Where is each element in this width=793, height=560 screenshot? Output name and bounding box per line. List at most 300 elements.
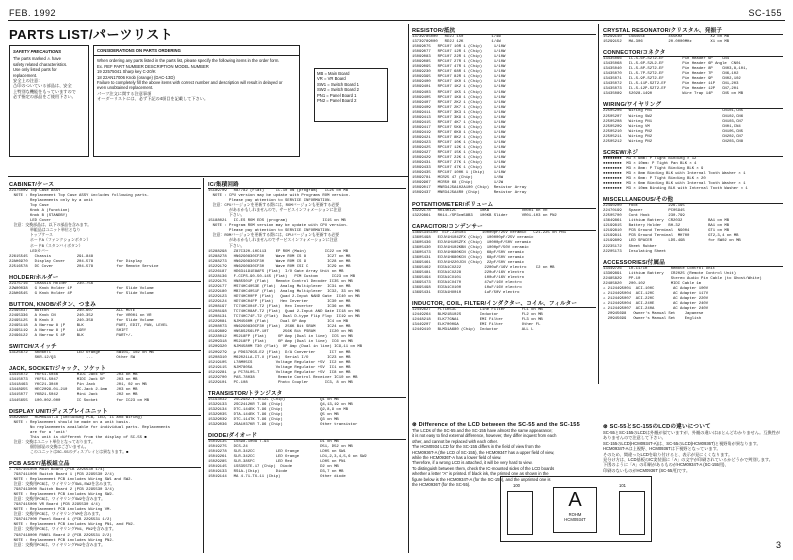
part-row: 15099400 RPC107 1K0 1 (Chip) 1/10W (412, 80, 506, 85)
text-line: 上特別な機能をもっていますので (13, 88, 76, 94)
lcd-letter-a: A (568, 489, 582, 511)
part-row: 15099423 RPC107 10K 1 (Chip) 1/10W (412, 140, 506, 145)
part-row: NOTE : Replacement PCB includes Wiring VM. (9, 508, 112, 513)
section-heading: JACK, SOCKET/ジャック、ソケット (9, 364, 201, 373)
text-line: パーツ注文に関する注意事項 (97, 90, 152, 96)
text-line: figure below is the HCM0934T-A (for the SC-155), and the unprinted one is (412, 476, 551, 482)
part-row: 15099781 MCR25 47 (Chip) 1/8W (412, 176, 504, 181)
part-row: 13695473 ECEA1CU470 47uF/16V electro (412, 281, 522, 286)
part-row: 7987418000 PANEL Board 2 (PCB 2295531 2/2) (9, 533, 112, 538)
part-row: 13435072 IL-S-11P-S2T2-EF Pin Header 11P CN1,203 (603, 82, 739, 87)
part-row: ホードA（ファンクションボタン） (9, 239, 91, 244)
part-row: 15099409 RPC107 2K7 1 (Chip) 1/10W (412, 105, 506, 110)
part-row: 15329134 DTC-144EK T-96 (Chip) Q2,8,9 on MB (208, 407, 349, 412)
part-row: 22485820 200-102 MIDI Cable 1m (603, 281, 702, 286)
part-row: 12449627 PLT1R53C Line Filter FL1 on MB (412, 308, 543, 313)
part-row: 15208198 TC74HC08AF-T2 (Flat) Quad 2-Input AND Gate IC18 on MB (208, 310, 360, 315)
page-title: PARTS LIST/パーツリスト (9, 27, 174, 42)
text-line: even unobtained replacement. (97, 85, 154, 91)
safety-heading: SAFETY PRECAUTIONS (13, 49, 62, 54)
board-legend (314, 68, 388, 122)
part-row: 15208310 M62021LA-IT-U (Flat) Serial I/O IC23 on MB (208, 355, 351, 360)
text-line: SC-55とSC-155のLCDは外観が似ていますが、外観の違いはほとんどわかりません。互換性がありませんので注意して下さい。 (603, 430, 781, 441)
text-line: HCM0936T-A (the LCD of SC-155), the HCM0934T has a upper field of view, (412, 449, 555, 455)
part-row: ⚠ 2124495004 ACI-240E AC Adapter 240V (603, 301, 709, 306)
text-line: HCM0934T-Aは上視野、HCM0936Tは下視野となっています。 (603, 446, 721, 452)
section-heading: DIODE/ダイオード (208, 431, 406, 440)
part-row: 15019133 RS1A-(Chip) Diode D3,7 on MB (208, 470, 344, 475)
part-row: 22505700 Cont Hook 230-799 (603, 214, 685, 219)
header-model: SC-155 (748, 8, 782, 18)
part-row: 15099421 RPC107 8K2 1 (Chip) 1/10W (412, 135, 506, 140)
part-row: 13418463 YKC21-3040 Pin Jack J01, 02 on MB (9, 383, 147, 388)
part-row: 22505206 Wiring PN1 CN101,CN5 (603, 109, 744, 114)
text-line: Use only listed parts for (13, 67, 57, 73)
part-row: ●●●●●●●● M3 × 10mm: P Tight Pan BLK × 4 (603, 161, 697, 166)
part-row: ●●●●●●●● M3 × 8mm Binding BLK with Internal Tooth Washer × 1 (603, 171, 746, 176)
part-row: 15099433 RPC107 47K 1 (Chip) 1/10W (412, 166, 506, 171)
part-row: 15299140 CSB455E 455KHz X2 on MB (603, 35, 730, 39)
part-row: 15299152 MA-306 20.0000MHz X1 on MB (603, 40, 730, 45)
part-row: 15019135 1SS98-100A T-93 D1 on MB (208, 440, 339, 445)
considerations-text (94, 56, 299, 103)
part-row: 22375716 CHASSIS Holder 230-756 (9, 281, 94, 286)
part-row: 注意：交換用PCBは、ワイヤリングSW2を含みます。 (9, 498, 105, 503)
text-line: Therefore, if a wrong LCD is attached, it will be very hard to view. (412, 460, 533, 466)
part-row: 15329039 DTC-114TK T-96 (Chip) Q3 on MB (208, 418, 339, 423)
part-row: 15229175 HN85S01P (Flat) Remote Control Decoder IC35 on MB (208, 279, 353, 284)
part-row: 15099230 RPC107 68R 1 (Chip) 1/10W (412, 70, 506, 75)
part-row: 15099417 RPC107 5K6 1 (Chip) 1/10W (412, 125, 506, 130)
part-row: NOTE : Replacement PCB includes Wiring PN2. (9, 538, 115, 543)
part-row: 13415077 YKB21-5042 Mini Jack J02 on MB (9, 393, 138, 398)
column-divider-3 (598, 24, 599, 384)
parts-column-4 (603, 26, 783, 322)
part-row: 注意：交換はユニット単位となっております。 (9, 440, 95, 445)
part-row: 13229178 RK14K12C 10KB VR001 on VR (412, 208, 548, 213)
part-row: 15288298 Z87C320-10C113 EP ROM (Main) IC22 on MB (208, 249, 349, 254)
part-row: 15099967 MCR50 68 (Chip) 1/2W (412, 181, 504, 186)
part-row: 15208073 HN62G0830CF30 (Flat) 256K Bit SRAM IC24 on MB (208, 325, 351, 330)
section-heading: CONNECTOR/コネクタ (603, 48, 783, 57)
text-line: SW2 = Switch Board 2 (317, 87, 360, 93)
part-row: LEDカバー (9, 249, 49, 254)
parts-column-2 (208, 180, 406, 480)
part-row: 15099415 RPC107 4K7 1 (Chip) 1/10W (412, 120, 506, 125)
part-row: このユニットはSC-55のディスプレイとは異なります。■ (9, 450, 129, 455)
part-row: 15229180 MB74HC4051F (Flat) Analog Multiplexer IC32, 33 on MB (208, 289, 360, 294)
part-row: トップケース (9, 234, 53, 239)
lcd-chip-model: HCM0934T (564, 517, 586, 523)
part-row: 15288278 HN62G0830CF30 Wave ROM CS 8 IC27 on MB (208, 254, 351, 259)
part-row: 下さい。 (208, 244, 245, 249)
section-heading: SCREW/ネジ (603, 148, 783, 157)
part-row: NOTE : Replacement PCB includes Wiring SW1 and SW2. (9, 478, 133, 483)
part-row: 15019261 SLR-342CC LED Orange LD1,2,3,4,5,6 on SW2 (208, 455, 367, 460)
part-row: 22205173 Insulating Sheet (603, 249, 667, 254)
part-row: 22495037 Button 240-607 ALL MUTE (9, 308, 136, 313)
lcd-board-figure (500, 476, 652, 542)
part-row: Please pay attention to SERVICE INFORMATION. (208, 199, 332, 204)
part-row: 13449207 ELK7000GA EMI Filter Other FL (412, 323, 541, 328)
safety-text (10, 55, 88, 100)
section-heading: IC/集積回路 (208, 180, 406, 189)
part-row: 7987413000 Switch Board 2 (PCB 2295530 3/4) (9, 488, 115, 493)
part-row: 22470199 Spacer PC05945 (603, 209, 685, 214)
part-row: LED Cover (9, 219, 52, 224)
part-row: 15229179 HN62G0830CF30 Wave ROM CSI C IC29 on MB (208, 264, 351, 269)
part-row: 22505208 Wiring PN1 CN103,CN7 (603, 119, 744, 124)
part-row: 13415072 YKF51-5046 MIDI Jack 5P J03 on MB (9, 373, 138, 378)
part-row: ●●●●●●●● M3 × 6mm Binding BLK with Internal Tooth Washer × 1 (603, 182, 746, 187)
part-row: 15099095 RPC107 47R 1 (Chip) 1/10W (412, 65, 506, 70)
part-row: 22AH6545 G Knob Holder 4P for Slide Volume (9, 291, 154, 296)
part-row: ●●●●●●●● M3 × 6mm: P Tight Binding BLK × 20 (603, 176, 706, 181)
text-line: To distinguish between them, check the IC-mounted sides of the LCD boards (412, 465, 555, 471)
part-row: 15219115 NJM7805A Voltage Regulator +5V IC1 on MB (208, 365, 351, 370)
section-heading: RESISTOR/抵抗 (412, 26, 596, 35)
part-row: ⚠ 2124495001 ACI-100C AC Adapter 100V (603, 286, 709, 291)
part-row: 15188021 IC-ES ROM EDS (program) IC15 on MB (208, 219, 346, 224)
part-row: 13695431 ECEA1HU010 1uF/50V electro (412, 291, 520, 296)
part-row: 22505209 Wiring VM CN01,CN4 (603, 124, 741, 129)
difference-jp-text (603, 430, 783, 473)
part-row: 22505207 Wiring SW2 CN102,CN6 (603, 114, 744, 119)
part-row: 22505211 Wiring PN2 CN202,CN7 (603, 134, 744, 139)
text-line: while the HCM0936T-A has a lower field of view. (412, 455, 502, 461)
part-row: 注意：交換用PCBは、ワイヤリングVMを含みます。 (9, 513, 103, 518)
part-row: NOTE : Replacement should be made on a unit basis. (9, 420, 131, 425)
part-row: 13605430 ECUV1H102KBN (Chip) 1000pF/50V ceramic (412, 245, 529, 250)
part-row: 13435066 IL-S-6P-S2T2-EF Pin Header 6P CN4 (603, 57, 730, 62)
part-row: 15099403 RPC107 1K5 1 (Chip) 1/10W (412, 90, 506, 95)
part-row: 20945699 Owner's Manual Set English (603, 317, 702, 322)
part-row: 15099413 RPC107 3K9 1 (Chip) 1/10W (412, 115, 506, 120)
part-row: 13649861 Lithium Battery CR2032 BA1 on MB (603, 219, 730, 224)
part-row: 15189709 R8/782 (Flat) IC-10 ON (program) IC25 on MB (208, 189, 349, 193)
text-line: 見分け方は、LCD基板のIC実装面に「A」の文字が印刷されているかどうかで判別します。 (603, 457, 773, 463)
section-heading: CRYSTAL RESONATOR/クリスタル、発振子 (603, 26, 783, 35)
part-row: 22485829 PP-10 Stereo Audio Pin Cable (to Ghost/White) (603, 276, 762, 281)
part-row: 13739785000 RD2J 150 1/4W (412, 35, 501, 39)
part-row: ⚠ 2124495004 ACI-120C AC Adapter 117V (603, 291, 709, 296)
part-row: 15099077 RPC107 12R 1 (Chip) 1/10W (412, 50, 506, 55)
column-divider-1 (203, 178, 204, 553)
parts-column-3 (412, 26, 596, 333)
part-row: 15209318 M5218FP (Flat) OP Amp (Dual in line) IC6 on MB (208, 340, 353, 345)
part-row: 13605431 ECUV1H680KCN (Chip) 68pF/50V ceramic (412, 255, 525, 260)
part-row: 7987411000 Switch Board 1 (PCB 2295530 2/4) (9, 472, 115, 477)
lcd-right-connector (619, 491, 645, 535)
safety-box (9, 45, 89, 157)
difference-jp-heading: ⊛ SC-55とSC-155のLCDの違いについて (603, 424, 711, 430)
part-row: Replacements only by a unit (9, 199, 94, 204)
section-heading: MISCELLANEOUS/その他 (603, 195, 783, 204)
part-row: 15029650 HCM0934T-A (including PCB, LED, IC and Wiring) (9, 415, 143, 420)
part-row: 13435070 IL-S-7P-S2T2-EF Pin Header 7P CN6,102 (603, 72, 739, 77)
text-line: 19 22575041 Sharp key C-20/K (97, 69, 156, 75)
part-row: 15329035 DTA-144EK T-96 (Chip) Q5 on MB (208, 412, 339, 417)
section-heading: CAPACITOR/コンデンサー (412, 222, 596, 231)
text-line: 安全上の注意： (13, 78, 43, 84)
section-heading: ACCESSORIES/付属品 (603, 258, 783, 267)
part-row: This unit is different from the display of SC-55 ■ (9, 435, 147, 440)
part-row: ⚠ 2124495007 ACI-220C AC Adapter 220V (603, 296, 709, 301)
part-row: 15329133 2SC2412KR T-96 (Chip) Q4,13,19 on MB (208, 402, 353, 407)
part-row: 15099395 RPC107 82R 1 (Chip) 1/10W (412, 75, 506, 80)
part-row: 15099405 RPC107 1K8 1 (Chip) 1/10W (412, 95, 506, 100)
part-row: 7987417000 Panel Board 1 (PCB 2295531 1/2) (9, 518, 112, 523)
part-row: 15229101 PC-108 Photo Coupler IC3, 8 on MB (208, 380, 353, 385)
part-row: 13695498 ECEA1CU100 10uF/16V electro (412, 286, 522, 291)
part-row: 注意：交換部品は、以下の部品を含みます。 (9, 224, 92, 229)
part-row: Knob A (Function) (9, 209, 70, 214)
part-row: 15019144 MA 4.71-TX-11 (Chip) Other diode (208, 475, 346, 480)
part-row: 13435040 IL-S-8P-S2T2-EF Pin Header 8P CN03,8,101, (603, 67, 748, 72)
text-line: 18 22AN17006 Knob (orange) (DAC-13D) (97, 74, 175, 80)
part-row: Please pay attention to SERVICE INFORMATION. (208, 229, 332, 234)
lcd-chip (553, 487, 597, 533)
text-line: PN1 = Panel Board 1 (317, 92, 357, 98)
part-row: 13435068 IL-S-6P-S2L2-EF Pin Header 6P Angle CN01 (603, 62, 741, 67)
part-row: 13415073 YKF51-5047 MIDI Jack 5P J03 on MB (9, 378, 138, 383)
part-row: 個別部品の交換はございません。 (9, 445, 89, 450)
part-row: ⚠ 2124495007 ACI-240A AC Adapter 240V (603, 306, 709, 311)
part-row: 13695462 ECEA1CU222 2200uF/16V electro C2 on MB (412, 265, 555, 270)
part-row: NOTE : Replacement Top Case ASSY includes following parts. (9, 194, 150, 199)
part-row: 12199815 Battery Holder BH-32 BA1 on MB (603, 224, 730, 229)
header-rule (8, 20, 785, 21)
text-line: whether a letter "A" is printed. If black ink, the printed one as shown in the (412, 471, 549, 477)
part-row: 15193032 2SC2982-Y-TE12L (Chip) Q1 on MB (208, 397, 339, 402)
part-row: があるかもしれませんので、サービスインフォメーションに注意 (208, 209, 342, 214)
text-line: PN2 = Panel Board 2 (317, 98, 357, 104)
text-line: it is not easy to find external difference, however, they differ inquest from each (412, 433, 557, 439)
part-row: 13695494 ECEA1CU101 100uF/16V electro (412, 276, 525, 281)
part-row: 注意：交換用PCBは、ワイヤリングSW1,SW2を含みます。 (9, 483, 115, 488)
part-row: NOTE : Replacement PCB includes Wiring PN1, and PN2. (9, 523, 136, 528)
text-line: オーダーリストには、必ず下記の4項目を記載して下さい。 (97, 96, 209, 102)
text-line: Failure to completely fill the above items with correct number and description will result in delayed or (97, 80, 283, 86)
part-row: 12448218 ELK77GNA1 EMI Filter FL3 on MB (412, 318, 543, 323)
part-row: 13605498 ECUV1H104ZFX (Chip) 100000pF/25V ceramic (412, 235, 534, 240)
part-row: 13369891 Lithium Battery CR2025 (Remote Control Unit) (603, 271, 737, 276)
part-row: 22235172 Sheet Rubber (603, 244, 657, 249)
part-row: 13445655 100-002-000 IC Socket for IC23 on MB (9, 398, 150, 403)
section-heading: POTENTIOMETER/ボリューム (412, 200, 596, 209)
part-row: are for a 'unit' (9, 430, 68, 435)
part-row: Knob B (STANDBY) (9, 214, 68, 219)
part-row: 22AH6970 Display Cover 204-578 for Display (9, 259, 143, 264)
part-row: 13435089 52028-1490 Wire Trap 14P CN5 on MB (603, 92, 744, 97)
part-row: 15099401 RPC107 1K2 1 (Chip) 1/10W (412, 85, 506, 90)
part-row: 15099437 MNR34J5A4R0 (Chip) Resistor Array (412, 191, 527, 196)
part-row: 15099429 RPC107 22K 1 (Chip) 1/10W (412, 156, 506, 161)
text-line: the HCM0936T (for the SC-55). (412, 482, 471, 488)
lcd-chip-maker: ROHM (568, 512, 582, 517)
part-row: NOTE : CPU version may be update with Programs ROM version. (208, 194, 351, 199)
part-row: 15229123 HD74HC00FP (Flat) Quad 2-Input NAND Gate IC40 on MB (208, 294, 360, 299)
section-heading: HOLDER/ホルダー (9, 273, 201, 282)
part-row: 15099411 RPC107 3K3 1 (Chip) 1/10W (412, 110, 506, 115)
section-heading: WIRING/ワイヤリング (603, 100, 783, 109)
text-line: 印刷のないものがHCM0936T (SC-55用)です。 (603, 467, 691, 473)
part-row: 12199811 PCB Ground Terminal MH700 GT2,3,4 on MB (603, 234, 739, 239)
part-row: 注意：交換用PCBは、ワイヤリングPN2を含みます。 (9, 543, 105, 548)
part-row: 13605473 ECUV1H680KCN (Chip) 68pF/50V ceramic (412, 250, 525, 255)
part-row: ●●●●●●●● M3 × 10mm Binding BLK with Internal Tooth Washer × 1 (603, 187, 748, 192)
text-line: 必ず指定の部品をご使用下さい。 (13, 94, 76, 100)
part-row: 15209320 NJM4580M T30 (Flat) OP Amp (Dual in line) IC9,11 on MB (208, 345, 363, 350)
part-row: 22495125 B Knob X 240-358 for Slide Volume (9, 318, 154, 323)
part-row: 12449264 BLM21B102S Inductor FL2 on MB (412, 313, 543, 318)
part-row: 15229124 HD74HC04FP (Flat) Hex Inverter IC30 on MB (208, 300, 351, 305)
part-row: 15208197 TC74HCU04F-T2 (Flat) Hex Inverter IC36 on MB (208, 305, 351, 310)
part-row: 15019278 SLR-342CC LED Orange LD05 on SW1 (208, 450, 346, 455)
part-row: ホードB（スタンバイボタン） (9, 244, 83, 249)
section-heading: INDUCTOR, COIL, FILTER/インダクター、コイル、フィルター (412, 299, 596, 308)
part-row: 15329036 2SA1037KR T-96 (Chip) Other transistor (208, 423, 358, 428)
part-row: 13435073 IL-S-12P-S2T2-EF Pin Header 12P CN7,201 (603, 87, 739, 92)
part-row: 15219281 µ PC78L05-T Voltage Regulator +5V IC8 on MB (208, 370, 351, 375)
part-row: NOTE : Replacement PCB includes Wiring SW2. (9, 493, 115, 498)
part-row: 13695481 ECEA1CU228 220uF/16V electro (412, 270, 525, 275)
part-row: 13739789000 RD2J 12K 1/4W (412, 40, 501, 45)
section-heading: PCB ASSY/基板組立品 (9, 459, 201, 468)
part-row: ⚠ 7987401000 Main Board (PCB 2295530 1/4) (9, 467, 105, 472)
part-row: 22496122 A Narrow 5 4P BLK PART+/- (9, 334, 133, 339)
part-row: 15228136 F-CCPS-90-50-145 (Flat) PCM Custom IC23 on MB (208, 274, 356, 279)
section-heading: BUTTON, KNOB/ボタン、つまみ (9, 300, 201, 309)
text-line: SC-155のLCD(HCM0934T-A)は、SC-55のLCD(HCM0936T)と視野角が異なります。 (603, 440, 761, 446)
part-row: 注意：交換用PCBは、ワイヤリングPN1、PN2を含みます。 (9, 528, 116, 533)
section-heading: SWITCH/スイッチ (9, 342, 201, 351)
page-number: 3 (775, 540, 781, 550)
text-line: SW1 = Switch Board 1 (317, 81, 360, 87)
part-row: Top Case (9, 204, 49, 209)
part-row: 13229861 RK14-/SP3cm58B3 100KB Slider VR01-103 on PN2 (412, 213, 557, 218)
part-row: 15226187 HD631191E8AFS (Flat) I/O Gate Array Unit on MB (208, 269, 344, 274)
parts-column-1 (9, 180, 201, 549)
part-row: 22495118 A Narrow 8 (P BLK PART, EDIT, PAN, LEVEL (9, 324, 168, 329)
part-row: 15099017 MNR34J5A102A100 (Chip) Resistor Array (412, 186, 527, 191)
part-row: ●●●●●●●● M3 × 8mm: P Tight Binding BLK × 9 (603, 166, 704, 171)
part-row: 13449726 LR-11/IR Remote Control Unit (603, 266, 716, 271)
part-row: 15099407 RPC107 2K2 1 (Chip) 1/10W (412, 100, 506, 105)
lcd-left-label: 100 (513, 483, 520, 488)
section-heading: TRANSISTOR/トランジスタ (208, 389, 406, 398)
part-row: 22505212 Wiring PN2 CN203,CN8 (603, 139, 744, 144)
part-row: 単組品はユニット単位となり (9, 229, 81, 234)
part-row: 13125672 SKR6RTC LED Orange SW101, 102 on MB (9, 351, 154, 356)
part-row: 15099083 RPC107 22R 1 (Chip) 1/10W (412, 55, 506, 60)
lcd-left-connector (507, 491, 533, 535)
part-row: 15228012 M5218FP (Flat) OP Amp (Dual in line) IC5 on MB (208, 335, 353, 340)
part-row: NOTE : Program ROM version may be update with CPU version. (208, 224, 349, 229)
part-row: 7987415000 VR Board (PCB 2295530 4/4) (9, 503, 101, 508)
part-row: 22516578 DC Cover 204-578 for Remote Service (9, 264, 159, 269)
column-divider-2 (408, 24, 409, 553)
part-row: 13435071 IL-S-9P-S2T2-EF Pin Header 9P CN02,102 (603, 77, 741, 82)
part-row: 12199810 PCB Ground Terminal NG004 GT1 on MB (603, 229, 730, 234)
part-row: 22505210 Wiring PN2 CN105,CN5 (603, 129, 744, 134)
part-row: 15229081 NJM4560M (Flat) Dual OP Amp IC4 on MB (208, 320, 349, 325)
part-row: 15208131 TC74HC74F-T2 (Flat) Dual D-type Flip Flop IC19 on MB (208, 315, 360, 320)
part-row: 12199809 LED SPACER LDS-4GB for SW02 on MB (603, 239, 741, 244)
part-row: 注意：ROMバージョンを更新する際には、CPUバージョンも更新する必要 (208, 234, 340, 239)
part-row: 22615545 Chassis 291-848 (9, 254, 94, 259)
text-line: When ordering any parts listed in the parts list, please specify the following items in the order form. (97, 58, 280, 64)
part-row: 注意：CPUバージョンを更新する際には、ROMバージョンも更新する必要 (208, 204, 340, 209)
header-date: FEB. 1992 (9, 8, 57, 18)
part-row: 15199889 HN58S256LFP-10T 256K Bit PSRAM IC20 on MB (208, 330, 353, 335)
difference-jp-section (603, 422, 783, 473)
part-row: 15029285 SLR-385FC LED Red LD05 on PN1 (208, 460, 346, 465)
text-line: 下図のように「A」の印刷があるものがHCM0934T-A (SC-155用)、 (603, 462, 729, 468)
text-line: The LCDs of the SC-55 and the SC-155 have almost the same appearance; (412, 428, 553, 433)
top-rule-left (8, 176, 408, 177)
text-line: The parts marked ⚠ have (13, 56, 61, 62)
text-line: The HCM0934 LCD for the SC-155 differs in the field of view from the (412, 444, 541, 450)
part-row: 15099085 RPC107 27R 1 (Chip) 1/10W (412, 60, 506, 65)
part-row: 15099427 RPC107 15K 1 (Chip) 1/10W (412, 151, 506, 156)
part-row: No replacements available for individual parts. Replacements (9, 425, 171, 430)
part-row: 12449410 BLM31A680 (Chip) Inductor ALL L (412, 328, 534, 333)
part-row: 22495336 A Knob CN 240-352 for VR001 on VR (9, 313, 152, 318)
part-row: 13605436 ECUV1H105ZFX (Chip) 10000pF/50V ceramic (412, 240, 532, 245)
part-row: 下さい。 (208, 214, 245, 219)
part-row: SKR-12/Q3 ... Other SW (9, 356, 136, 361)
part-row: 15209279 µ PD6376GS-E2 (Flat) D/A Converter IC7 on MB (208, 350, 351, 355)
section-heading: CABINET/ケース (9, 180, 201, 189)
part-row: 13695345100 ECF-JIR103 10000pF/25V ceramic C21-225 on PN1 (412, 230, 567, 235)
part-row: 13448955 HEC2099-01-210 DC-Jack 2.1mm J03 on MB (9, 388, 138, 393)
part-row: 15229700 PAS-78038 Remote Control Receiver IC10 on MB (208, 375, 358, 380)
section-heading: DISPLAY UNIT/ディスプレイユニット (9, 407, 201, 416)
part-row: 15019275 DCS-24 D51, D52 on MB (208, 445, 353, 450)
text-line: そのため、間違ったLCDを取り付けると、表示が見にくくなります。 (603, 451, 733, 457)
part-row: 13695461 ECUV1H220JCN (Chip) 22pF/50V ceramic (412, 260, 525, 265)
part-row: 22490200 Foot 226-195 (603, 204, 685, 209)
considerations-heading: CONSIDERATIONS ON PARTS ORDERING (94, 46, 299, 56)
text-line: safety related characteristics. (13, 61, 68, 67)
part-row: があるかもしれませんのでサービスインフォメーションに注意 (208, 239, 338, 244)
part-row: 15099435 RPC107 100K 1 (Chip) 1/10W (412, 171, 506, 176)
part-row: ●●●●●●●● M3 × 6mm: P Tight Binding × 12 (603, 156, 697, 161)
part-row: 22495119 A Narrow 8 (P LGRY SHIFT (9, 329, 129, 334)
text-line: Ex. REF PART NUMBER DESCRIPTION MODEL NUMBER (97, 63, 209, 69)
considerations-box (93, 45, 300, 157)
text-line: ⚠印のついている部品は、安全 (13, 83, 72, 89)
text-line: MB = Main Board (317, 71, 350, 76)
part-row: 15099431 RPC107 27K 1 (Chip) 1/10W (412, 161, 506, 166)
part-row: 15099419 RPC107 6K8 1 (Chip) 1/10W (412, 130, 506, 135)
part-row: 22W00038 G Knob Holder 1P for Slide Volume (9, 286, 154, 291)
part-row: 15019145 1SS355TE-17 (Chip) Diode D2 on MB (208, 465, 339, 470)
part-row: 15288273 HN62G0830CF30 Wave ROM CS 9 IC28 on MB (208, 259, 351, 264)
text-line: VR = VR Board (317, 76, 346, 82)
difference-heading: ⊛ Difference of the LCD between the SC-55 and the SC-155 (412, 422, 580, 428)
text-line: replacement. (13, 72, 38, 78)
part-row: 15099425 RPC107 12K 1 (Chip) 1/10W (412, 146, 506, 151)
part-row: 20945698 Owner's Manual Set Japanese (603, 312, 704, 317)
lcd-right-label: 101 (619, 483, 626, 488)
part-row: 22375009 Top Case ASSY (9, 189, 61, 193)
text-line: other, and cannot be replaced with each other. (412, 438, 498, 444)
part-row: 15219105 L78M05CS Voltage Regulator +5V IC2 on MB (208, 360, 351, 365)
part-row: 15099075 RPC107 10R 1 (Chip) 1/10W (412, 45, 506, 50)
part-row: 15229177 MS74HC4053E (Flat) Analog Multiplexer IC31 on MB (208, 284, 351, 289)
